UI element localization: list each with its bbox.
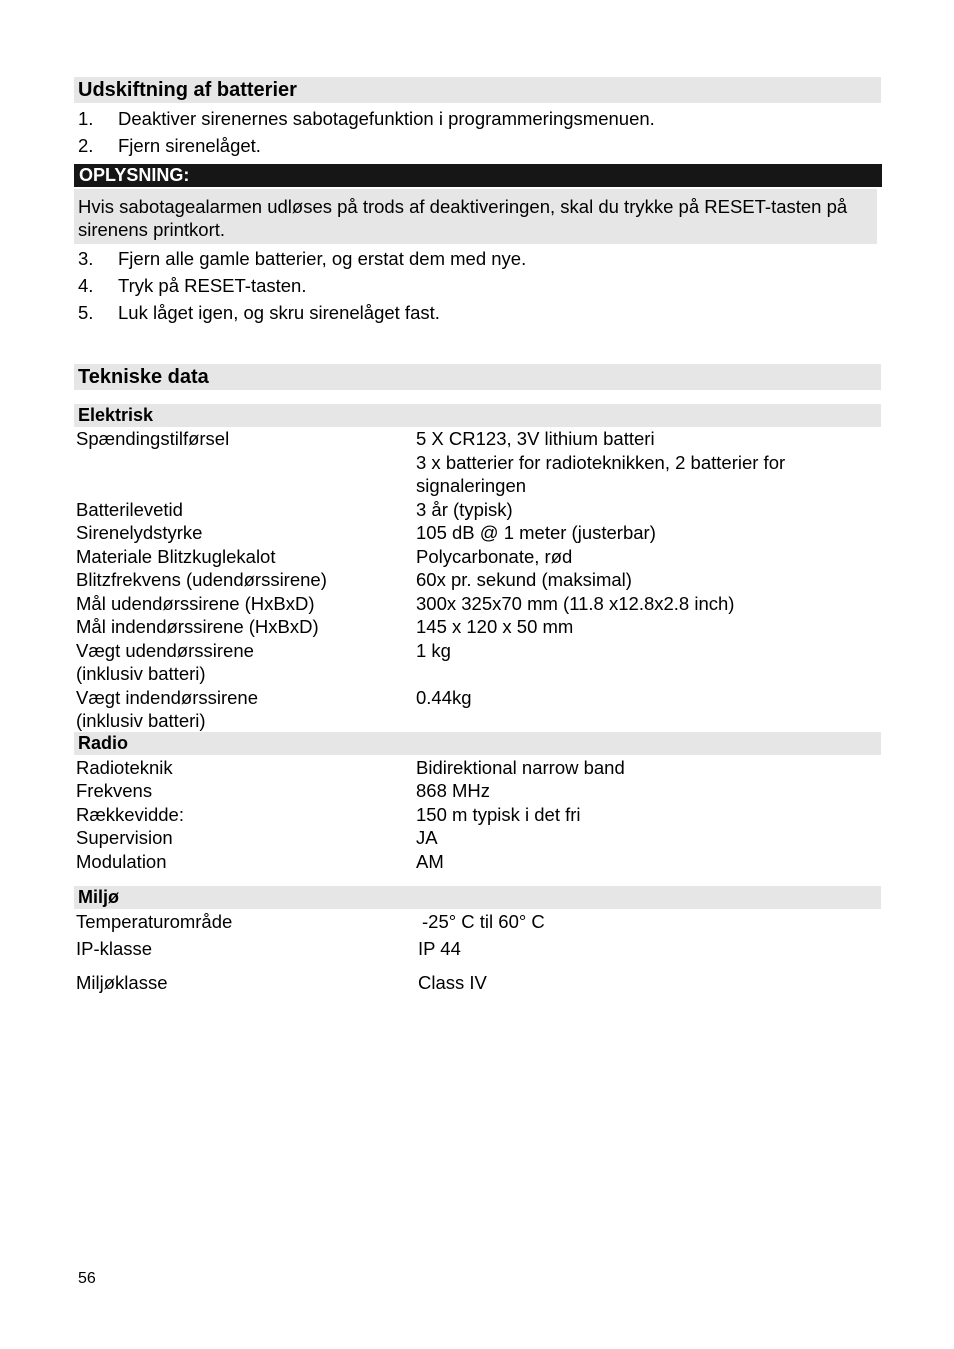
step-text: Deaktiver sirenernes sabotagefunktion i programmeringsmenuen. [118,108,655,129]
note-label: OPLYSNING: [79,165,190,185]
battery-section-heading [74,77,881,103]
step-text: Luk låget igen, og skru sirenelåget fast. [118,302,440,323]
step-text: Fjern sirenelåget. [118,135,261,156]
spec-label: Spændingstilførsel [76,428,230,449]
spec-value: 1 kg [416,639,451,661]
spec-label: Temperaturområde [76,910,233,932]
environment-subheading [74,886,881,909]
spec-value: Class IV [418,971,487,993]
spec-label: (inklusiv batteri) [76,663,206,684]
step-text: Fjern alle gamle batterier, og erstat dem med nye. [118,248,527,269]
spec-label: Rækkevidde: [76,803,184,825]
spec-value: 60x pr. sekund (maksimal) [416,569,632,590]
spec-label: Blitzfrekvens (udendørssirene) [76,569,327,590]
step-number: 3. [78,248,94,269]
spec-label: Mål udendørssirene (HxBxD) [76,592,315,614]
radio-title: Radio [78,733,129,753]
spec-value: 3 x batterier for radioteknikken, 2 batterier for [416,451,786,473]
spec-label: Radioteknik [76,756,173,778]
spec-label: Vægt indendørssirene [76,686,259,708]
electrical-title: Elektrisk [78,405,154,425]
step-number: 5. [78,302,94,323]
spec-label: Vægt udendørssirene [76,639,254,661]
spec-label: Supervision [76,827,173,848]
tech-section-heading [74,364,881,390]
tech-section-title: Tekniske data [78,366,209,388]
spec-value: 3 år (typisk) [416,498,513,520]
spec-value: JA [416,827,438,848]
spec-value: 5 X CR123, 3V lithium batteri [416,428,655,449]
step-text: Tryk på RESET-tasten. [118,275,307,296]
spec-label: Frekvens [76,780,153,801]
spec-label: Modulation [76,850,167,872]
spec-value: 150 m typisk i det fri [416,803,581,825]
page-number: 56 [78,1270,96,1287]
spec-value: Bidirektional narrow band [416,756,625,778]
spec-value: 0.44kg [416,686,472,708]
spec-label: Miljøklasse [76,971,168,993]
spec-value: 300x 325x70 mm (11.8 x12.8x2.8 inch) [416,592,735,614]
spec-value: IP 44 [418,937,461,959]
spec-value: Polycarbonate, rød [416,545,573,567]
spec-value: AM [416,850,444,872]
battery-section-title: Udskiftning af batterier [78,79,297,101]
spec-value: 145 x 120 x 50 mm [416,616,574,637]
spec-label: Materiale Blitzkuglekalot [76,545,276,567]
step-number: 2. [78,135,94,156]
note-box [74,189,877,244]
spec-value: 105 dB @ 1 meter (justerbar) [416,522,656,543]
spec-label: IP-klasse [76,937,153,959]
radio-subheading [74,732,881,755]
note-label-bar [74,164,882,187]
spec-value: 868 MHz [416,780,491,801]
spec-label: (inklusiv batteri) [76,710,206,731]
electrical-subheading [74,404,881,427]
spec-label: Batterilevetid [76,498,183,520]
spec-label: Sirenelydstyrke [76,522,203,543]
spec-label: Mål indendørssirene (HxBxD) [76,616,319,637]
environment-title: Miljø [78,887,119,907]
spec-value: -25° C til 60° C [422,910,545,932]
step-number: 1. [78,108,94,129]
spec-value: signaleringen [416,475,527,496]
note-text: Hvis sabotagealarmen udløses på trods af deaktiveringen, skal du trykke på RESET-tasten på sirenens printkort. [78,196,848,240]
step-number: 4. [78,275,94,296]
